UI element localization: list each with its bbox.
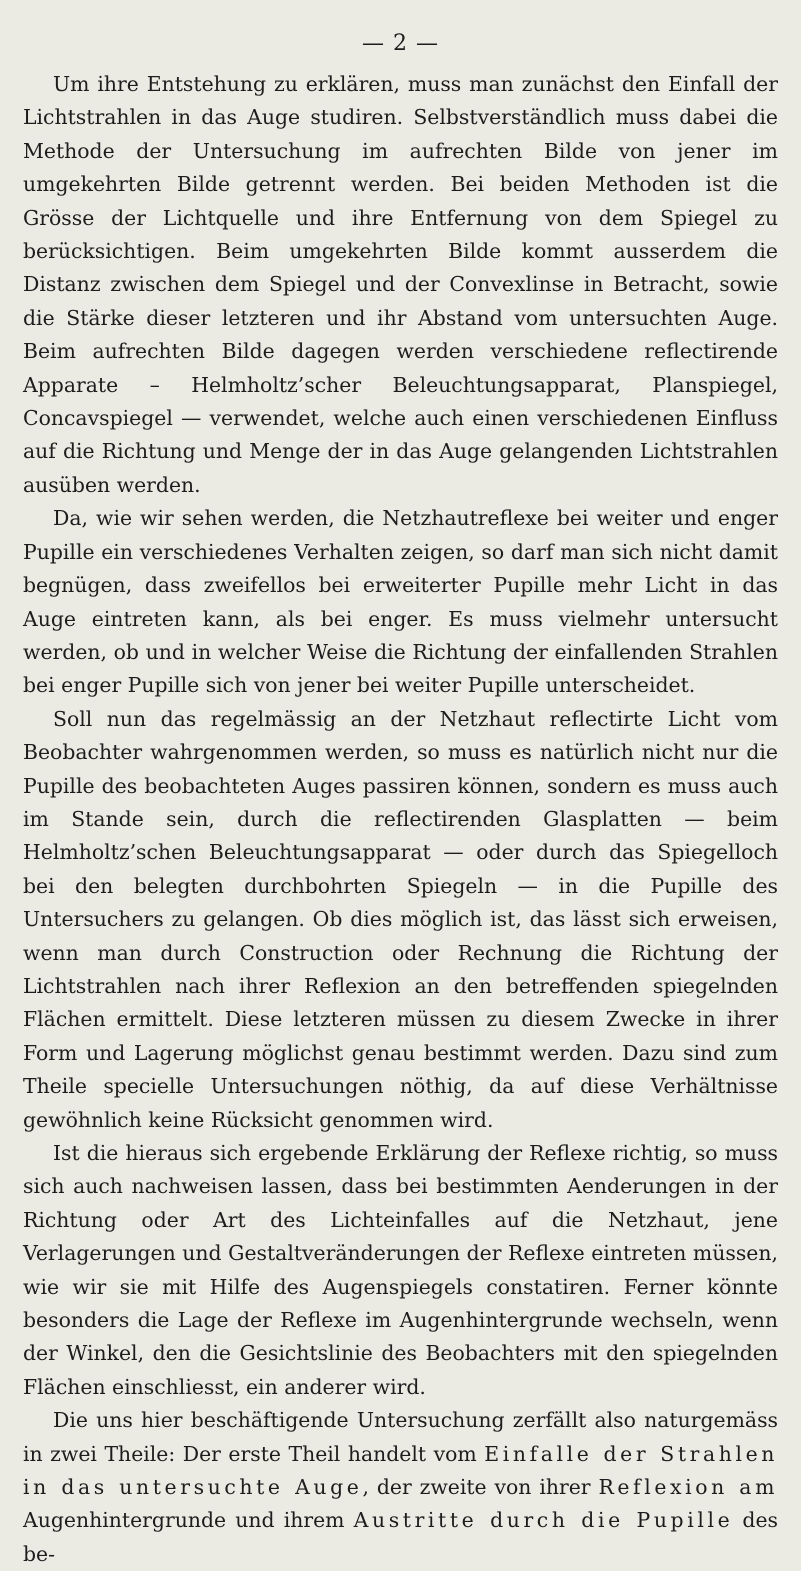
emphasis-einfall: Einfalle der Strahlen in das untersuchte Auge — [23, 1441, 778, 1500]
paragraph-1: Um ihre Entstehung zu erklären, muss man zunächst den Einfall der Lichtstrahlen in das Auge studiren. Selbstverständlich muss dabei die Methode der Untersuchung im aufrechten Bilde von jener im umgekehrten Bilde getrennt werden. Bei beiden Methoden ist die Grösse der Lichtquelle und ihre Entfernung von dem Spiegel zu berücksichtigen. Beim umgekehrten Bilde kommt ausserdem die Distanz zwischen dem Spiegel und der Convexlinse in Betracht, sowie die Stärke dieser letzteren und ihr Abstand vom untersuchten Auge. Beim aufrechten Bilde dagegen werden verschiedene reflectirende Apparate – Helmholtz’scher Beleuchtungsapparat, Planspiegel, Concavspiegel — verwendet, welche auch einen verschiedenen Einfluss auf die Richtung und Menge der in das Auge gelangenden Lichtstrahlen ausüben werden. — [23, 72, 778, 497]
paragraph-5-text: , der zweite von ihrer — [362, 1475, 599, 1500]
page-number: — 2 — — [362, 31, 439, 56]
paragraph-5-text: Augenhintergrunde und ihrem — [23, 1508, 354, 1533]
emphasis-austritt: Austritte durch die Pupille — [353, 1508, 734, 1533]
paragraph-3: Soll nun das regelmässig an der Netzhaut reflectirte Licht vom Beobachter wahrgenommen werden, so muss es natürlich nicht nur die Pupille des beobachteten Auges passiren können, sondern es muss auch im Stande sein, durch die reflectirenden Glasplatten — beim Helmholtz’schen Beleuchtungsapparat — oder durch das Spiegelloch bei den belegten durchbohrten Spiegeln — in die Pupille des Untersuchers zu gelangen. Ob dies möglich ist, das lässt sich erweisen, wenn man durch Construction oder Rechnung die Richtung der Lichtstrahlen nach ihrer Reflexion an den betreffenden spiegelnden Flächen ermittelt. Diese letzteren müssen zu diesem Zwecke in ihrer Form und Lagerung möglichst genau bestimmt werden. Dazu sind zum Theile specielle Untersuchungen nöthig, da auf diese Verhältnisse gewöhnlich keine Rücksicht genommen wird. — [23, 706, 778, 1132]
paragraph-5-text: des be- — [23, 1508, 778, 1566]
paragraph-5-text: Die uns hier beschäftigende Untersuchung zerfällt also naturgemäss in zwei Theile: Der erste Theil handelt vom — [23, 1408, 778, 1466]
paragraph-2: Da, wie wir sehen werden, die Netzhautreflexe bei weiter und enger Pupille ein verschiedenes Verhalten zeigen, so darf man sich nicht damit begnügen, dass zweifellos bei erweiterter Pupille mehr Licht in das Auge eintreten kann, als bei enger. Es muss vielmehr untersucht werden, ob und in welcher Weise die Richtung der einfallenden Strahlen bei enger Pupille sich von jener bei weiter Pupille unterscheidet. — [23, 506, 778, 698]
emphasis-reflexion: Reflexion am — [598, 1475, 779, 1500]
paragraph-5 — [23, 1404, 778, 1571]
paragraph-4: Ist die hieraus sich ergebende Erklärung der Reflexe richtig, so muss sich auch nachweisen lassen, dass bei bestimmten Aenderungen in der Richtung oder Art des Lichteinfalles auf die Netzhaut, jene Verlagerungen und Gestaltveränderungen der Reflexe eintreten müssen, wie wir sie mit Hilfe des Augenspiegels constatiren. Ferner könnte besonders die Lage der Reflexe im Augenhintergrunde wechseln, wenn der Winkel, den die Gesichtslinie des Beobachters mit den spiegelnden Flächen einschliesst, ein anderer wird. — [23, 1141, 778, 1399]
